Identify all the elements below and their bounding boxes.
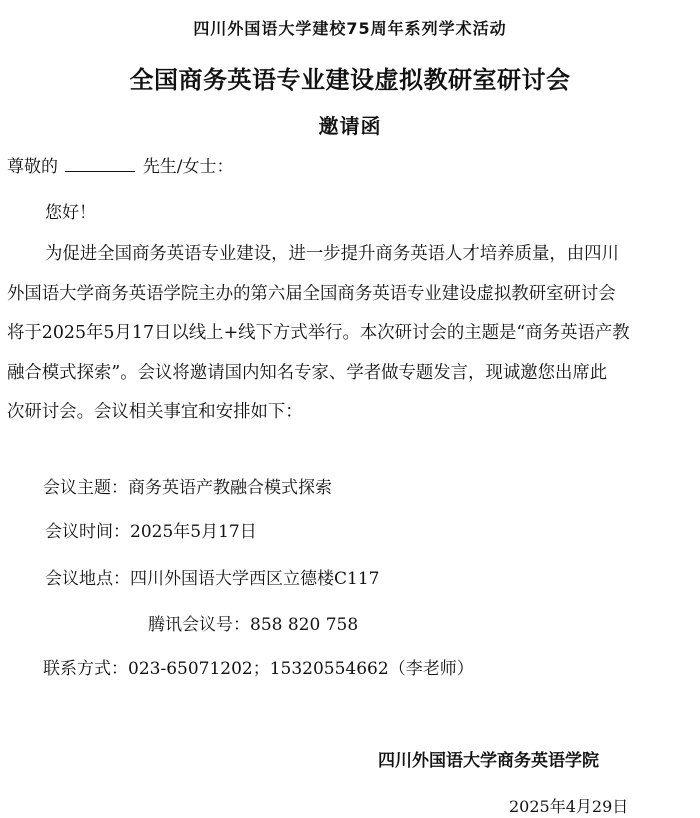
meeting-time: 会议时间：2025年5月17日 [45,522,257,542]
page-title: 全国商务英语专业建设虚拟教研室研讨会 [129,66,571,94]
invitation-body [7,242,697,440]
body-line: 外国语大学商务英语学院主办的第六届全国商务英语专业建设虚拟教研室研讨会 [7,283,616,304]
event-series-title: 四川外国语大学建校75周年系列学术活动 [193,19,507,38]
name-blank-line [65,157,135,172]
document-type-heading: 邀请函 [318,114,382,138]
meeting-location: 会议地点：四川外国语大学西区立德楼C117 [45,569,380,589]
body-line: 次研讨会。会议相关事宜和安排如下： [7,402,303,422]
signature-date: 2025年4月29日 [509,797,629,816]
salutation [7,155,693,179]
body-line: 将于2025年5月17日以线上+线下方式举行。本次研讨会的主题是“商务英语产教 [7,323,630,343]
signature-organization: 四川外国语大学商务英语学院 [378,751,599,771]
body-line: 为促进全国商务英语专业建设，进一步提升商务英语人才培养质量，由四川 [45,244,619,264]
contact-info: 联系方式：023-65071202；15320554662（李老师） [43,659,474,679]
body-line: 融合模式探索”。会议将邀请国内知名专家、学者做专题发言，现诚邀您出席此 [7,362,608,383]
meeting-theme: 会议主题：商务英语产教融合模式探索 [43,478,332,498]
tencent-meeting-id: 腾讯会议号：858 820 758 [148,615,359,635]
salutation-suffix: 先生/女士： [142,157,234,177]
hello-greeting: 您好！ [45,203,96,223]
salutation-prefix: 尊敬的 [7,157,58,177]
